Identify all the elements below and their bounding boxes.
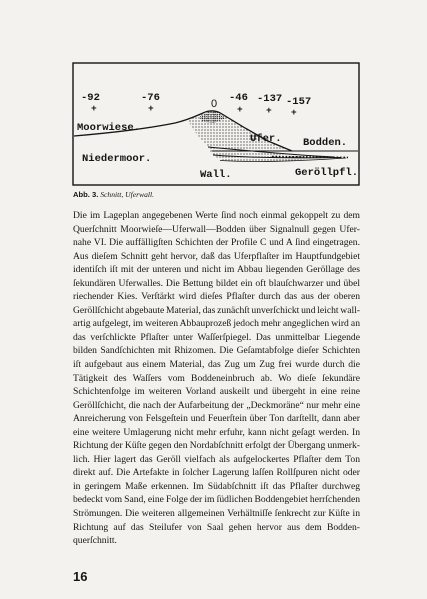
elevation-label: 0 <box>211 98 218 110</box>
figure-caption <box>73 190 154 200</box>
text-line: Aus dieſem Schnitt geht hervor, daß das Uferpflaſter im Hauptfundgebiet <box>73 250 360 262</box>
page-number: 16 <box>73 569 88 584</box>
text-line: Richtung auf das Steilufer von Saal gehen hervor aus dem Bodden- <box>73 521 360 533</box>
elevation-label: -137 <box>257 93 283 105</box>
text-line: nahe VI. Die auffälligſten Schichten der Profile C und A ſind eingetragen. <box>73 237 360 249</box>
text-line: artig aufgelegt, im weiteren Abbauprozeß jedoch mehr angeglichen wird an <box>73 318 360 330</box>
elevation-label: -157 <box>286 96 312 108</box>
gravel-pavement-line <box>272 157 348 158</box>
text-line: Tätigkeit des Waſſers vom Boddeneinbruch ab. Wo dieſe ſekundäre <box>73 372 360 384</box>
label-geroellpflaster: Geröllpfl. <box>295 167 359 179</box>
measure-point-marker: + <box>91 103 97 114</box>
text-line: Querſchnitt Moorwieſe—Uferwall—Bodden über Signalnull gegen Ufer- <box>73 223 360 235</box>
text-line: ſekundären Uferwalles. Die Bettung bildet ein oft blauſchwarzer und übel <box>73 277 360 289</box>
text-line: das verſchlickte Pflaſter unter Waſſerſpiegel. Das unmittelbar Liegende <box>73 331 360 343</box>
measure-point-marker: + <box>266 105 272 116</box>
text-line: Geröllſchicht abgebaute Material, das zunächſt unverſchickt und leicht wall- <box>73 304 360 316</box>
text-line: Schichtenfolge im weiteren Vorland auskeilt und übergeht in eine reine <box>73 386 360 398</box>
text-line: bedeckt vom Sand, eine Folge der im ſüdlichen Boddengebiet herrſchenden <box>73 494 360 506</box>
caption-text: Schnitt, Uferwall. <box>100 190 155 199</box>
text-line: riechender Kies. Verſtärkt wird dieſes Pflaſter durch das aus der oberen <box>73 291 360 303</box>
elevation-label: -46 <box>229 92 248 104</box>
text-line: Geröllſchicht, die nach der Aufarbeitung der „Deckmoräne“ nur mehr eine <box>73 399 360 411</box>
text-line: in geringem Maße erkennen. Im Südabſchnitt iſt das Pflaſter durchweg <box>73 480 360 492</box>
measure-point-marker: + <box>237 104 243 115</box>
caption-label: Abb. 3. <box>73 190 99 199</box>
body-text <box>73 209 360 548</box>
text-line: direkt auf. Die Artefakte in ſolcher Lagerung laſſen Rollſpuren nicht oder <box>73 467 360 479</box>
label-moorwiese: Moorwiese. <box>77 122 141 134</box>
label-wall: Wall. <box>200 169 232 181</box>
elevation-label: -76 <box>141 92 160 104</box>
text-line: Die im Lageplan angegebenen Werte ſind noch einmal gekoppelt zu dem <box>73 210 360 221</box>
label-bodden: Bodden. <box>303 137 348 149</box>
text-line: identiſch iſt mit der unteren und nicht im Abbau liegenden Geröllage des <box>73 264 360 276</box>
text-line: Anreicherung von Felsgeſtein und Feuerſtein über Ton darſtellt, dann aber <box>73 413 360 425</box>
cross-section-figure <box>0 0 427 200</box>
label-ufer: Ufer. <box>250 133 282 145</box>
elevation-label: -92 <box>81 92 100 104</box>
text-line: Strömungen. Die weiteren allgemeinen Verhältniſſe ſenkrecht zur Küſte in <box>73 508 360 520</box>
text-line: Richtung der Küſte gegen den Nordabſchnitt erfolgt der Übergang unmerk- <box>73 440 360 452</box>
text-line: querſchnitt. <box>73 535 117 547</box>
text-line: iſt aufgebaut aus einem Material, das Zug um Zug frei wurde durch die <box>73 359 360 371</box>
text-line: lich. Hier lagert das Geröll vielfach als aufgelockertes Pflaſter dem Ton <box>73 453 360 465</box>
label-niedermoor: Niedermoor. <box>82 153 152 165</box>
measure-point-marker: + <box>291 107 297 118</box>
measure-point-marker: + <box>148 103 154 114</box>
text-line: bilden Sandſchichten mit Rhizomen. Die Geſamtabfolge dieſer Schichten <box>73 345 360 357</box>
text-line: eine weitere Umlagerung nicht mehr erfuhr, kann nicht geſagt werden. In <box>73 426 360 438</box>
